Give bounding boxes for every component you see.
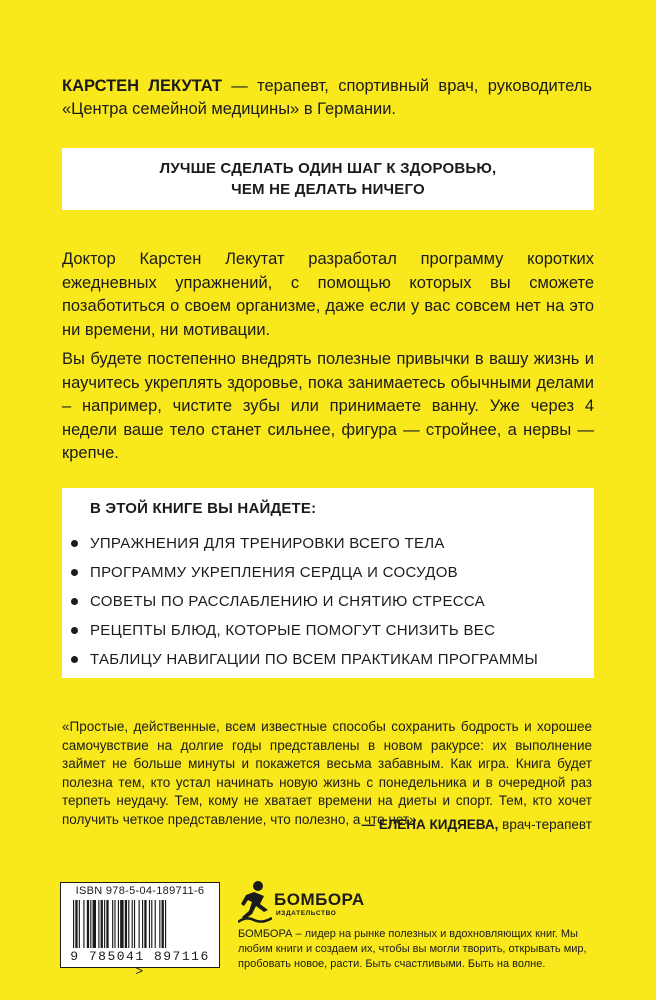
publisher-description: БОМБОРА – лидер на рынке полезных и вдохновляющих книг. Мы любим книги и создаем их, чтобы вы могли творить, открывать мир, пробовать новое, расти. Быть счастливыми. Быть на волне. (238, 928, 587, 970)
barcode-bar (142, 900, 143, 948)
barcode-bar (149, 900, 150, 948)
barcode-bar (139, 900, 140, 948)
publisher-logo-icon (238, 880, 272, 924)
feature-text: ТАБЛИЦУ НАВИГАЦИИ ПО ВСЕМ ПРАКТИКАМ ПРОГРАММЫ (90, 651, 539, 668)
barcode-bar (155, 900, 156, 948)
barcode-bar (165, 900, 166, 948)
bullet-icon (71, 569, 78, 576)
barcode-bar (132, 900, 133, 948)
isbn-text: ISBN 978-5-04-189711-6 (75, 885, 205, 897)
description-paragraph-1: Доктор Карстен Лекутат разработал программу коротких ежедневных упражнений, с помощью которых вы сможете позаботиться о своем организме, даже если у вас совсем нет на это ни времени, ни мотивации. (62, 250, 594, 339)
barcode-bar (151, 900, 152, 948)
barcode-bar (144, 900, 146, 948)
barcode-bar (98, 900, 99, 948)
list-item (62, 616, 594, 645)
barcode-bar (120, 900, 123, 948)
publisher-logo-sub: ИЗДАТЕЛЬСТВО (276, 910, 337, 917)
quote-author-name: — ЕЛЕНА КИДЯЕВА, (361, 817, 499, 832)
barcode-bar (83, 900, 84, 948)
feature-text: УПРАЖНЕНИЯ ДЛЯ ТРЕНИРОВКИ ВСЕГО ТЕЛА (90, 535, 445, 552)
barcode-bar (128, 900, 129, 948)
author-description: — терапевт, спортивный врач, руководитель «Центра семейной медицины» в Германии. (62, 76, 592, 118)
slogan-box (62, 148, 594, 210)
description-paragraph-2: Вы будете постепенно внедрять полезные привычки в вашу жизнь и научитесь укреплять здоровье, пока занимаетесь обычными делами – например, чистите зубы или принимаете ванну. Уже через 4 недели ваше тело станет сильнее, фигура — стройнее, а нервы — крепче. (62, 350, 594, 462)
barcode-bar (75, 900, 77, 948)
feature-text: РЕЦЕПТЫ БЛЮД, КОТОРЫЕ ПОМОГУТ СНИЗИТЬ ВЕС (90, 622, 496, 639)
list-item (62, 645, 594, 674)
barcode-bar (90, 900, 91, 948)
review-quote: «Простые, действенные, всем известные способы сохранить бодрость и хорошее самочувствие на долгие годы представлены в новом ракурсе: их выполнение займет не больше минуты и покажется весьма забавным. Как игра. Книга будет полезна тем, кто устал начинать новую жизнь с понедельника и в очередной раз терпеть неудачу. Тем, кому не хватает времени на диеты и спорт. Тем, кто хочет получить четкое представление, что полезно, а что нет». (62, 719, 592, 827)
barcode-bar (118, 900, 119, 948)
slogan-line-1: ЛУЧШЕ СДЕЛАТЬ ОДИН ШАГ К ЗДОРОВЬЮ, (159, 160, 497, 177)
list-item (62, 558, 594, 587)
feature-text: ПРОГРАММУ УКРЕПЛЕНИЯ СЕРДЦА И СОСУДОВ (90, 564, 458, 581)
barcode-icon (71, 900, 209, 950)
barcode-bar (73, 900, 74, 948)
barcode-bar (101, 900, 103, 948)
barcode-box (60, 882, 220, 979)
barcode-bar (114, 900, 115, 948)
feature-text: СОВЕТЫ ПО РАССЛАБЛЕНИЮ И СНЯТИЮ СТРЕССА (90, 593, 485, 610)
barcode-digits: 9 785041 897116 > (70, 949, 210, 979)
features-list (62, 529, 594, 674)
barcode-bar (79, 900, 80, 948)
barcode-bar (112, 900, 113, 948)
barcode-bar (106, 900, 108, 948)
publisher-logo-text: БОМБОРА (274, 890, 365, 909)
barcode-bar (159, 900, 160, 948)
features-title: В ЭТОЙ КНИГЕ ВЫ НАЙДЕТЕ: (90, 500, 317, 517)
bullet-icon (71, 598, 78, 605)
bullet-icon (71, 540, 78, 547)
list-item (62, 529, 594, 558)
bullet-icon (71, 656, 78, 663)
barcode-bar (134, 900, 135, 948)
barcode-bar (104, 900, 105, 948)
quote-author-role: врач-терапевт (498, 817, 592, 832)
author-intro (62, 75, 592, 121)
slogan-line-2: ЧЕМ НЕ ДЕЛАТЬ НИЧЕГО (231, 181, 425, 198)
author-name: КАРСТЕН ЛЕКУТАТ (62, 76, 222, 95)
barcode-bar (162, 900, 164, 948)
barcode-bar (125, 900, 127, 948)
barcode-bar (93, 900, 96, 948)
publisher-logo (238, 880, 368, 925)
list-item (62, 587, 594, 616)
bullet-icon (71, 627, 78, 634)
features-box (62, 488, 594, 678)
barcode-bar (87, 900, 89, 948)
quote-attribution (362, 817, 592, 832)
